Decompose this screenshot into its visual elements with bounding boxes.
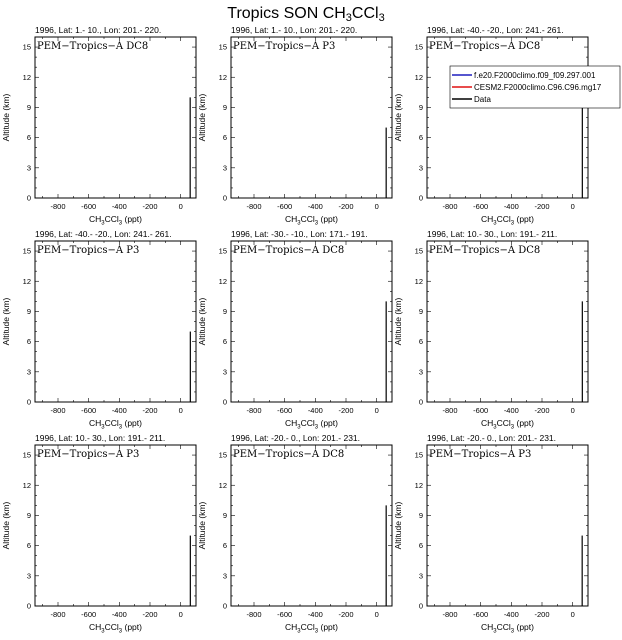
y-tick-label: 6: [418, 541, 423, 551]
y-tick-label: 0: [26, 193, 31, 203]
y-tick-label: 12: [414, 276, 423, 286]
y-tick-label: 15: [218, 246, 227, 256]
panel-3: [393, 25, 588, 227]
panel-8: [197, 433, 392, 635]
y-tick-label: 6: [222, 133, 227, 143]
x-tick-label: -800: [50, 202, 66, 211]
plot-frame: [231, 37, 392, 198]
y-tick-label: 15: [414, 42, 423, 52]
y-tick-label: 6: [418, 337, 423, 347]
y-tick-label: 9: [222, 510, 227, 520]
y-tick-label: 0: [26, 397, 31, 407]
y-tick-label: 6: [26, 541, 31, 551]
panel-title: 1996, Lat: -20.- 0., Lon: 201.- 231.: [427, 433, 557, 443]
x-tick-label: -600: [277, 202, 293, 211]
campaign-label: PEM−Tropics−A DC8: [233, 449, 345, 460]
y-tick-label: 3: [418, 571, 423, 581]
x-tick-label: -400: [503, 406, 519, 415]
x-tick-label: 0: [178, 610, 183, 619]
y-tick-label: 12: [22, 480, 31, 490]
x-tick-label: -600: [81, 406, 97, 415]
y-tick-label: 9: [222, 102, 227, 112]
x-tick-label: -800: [246, 202, 262, 211]
y-tick-label: 3: [418, 367, 423, 377]
panel-7: [1, 433, 196, 635]
x-tick-label: 0: [374, 202, 379, 211]
y-tick-label: 6: [26, 337, 31, 347]
x-tick-label: -200: [142, 406, 158, 415]
y-tick-label: 9: [418, 102, 423, 112]
panel-4: [1, 229, 196, 431]
panel-5: [197, 229, 392, 431]
x-tick-label: -400: [111, 406, 127, 415]
x-tick-label: -200: [338, 610, 354, 619]
plot-frame: [35, 37, 196, 198]
y-tick-label: 12: [218, 480, 227, 490]
panel-title: 1996, Lat: 10.- 30., Lon: 191.- 211.: [35, 433, 166, 443]
y-axis-label: Altitude (km): [197, 501, 207, 550]
y-tick-label: 9: [26, 102, 31, 112]
x-tick-label: -600: [277, 610, 293, 619]
campaign-label: PEM−Tropics−A P3: [37, 449, 140, 460]
y-tick-label: 0: [222, 397, 227, 407]
figure-title: Tropics SON CH3CCl3: [227, 5, 385, 24]
campaign-label: PEM−Tropics−A DC8: [233, 245, 345, 256]
y-axis-label: Altitude (km): [1, 297, 11, 346]
x-tick-label: -200: [338, 202, 354, 211]
campaign-label: PEM−Tropics−A P3: [233, 41, 336, 52]
x-axis-label: $CH_3CCl_3$ (ppt): [89, 622, 142, 635]
y-tick-label: 9: [418, 510, 423, 520]
y-tick-label: 3: [222, 163, 227, 173]
y-tick-label: 0: [418, 601, 423, 611]
campaign-label: PEM−Tropics−A P3: [37, 245, 140, 256]
campaign-label: PEM−Tropics−A DC8: [429, 245, 541, 256]
x-tick-label: 0: [178, 406, 183, 415]
x-tick-label: -600: [473, 406, 489, 415]
x-axis-label: $CH_3CCl_3$ (ppt): [481, 214, 534, 227]
x-tick-label: 0: [570, 406, 575, 415]
plot-frame: [35, 241, 196, 402]
legend: [450, 66, 620, 108]
y-axis-label: Altitude (km): [393, 93, 403, 142]
panel-9: [393, 433, 588, 635]
y-tick-label: 15: [218, 450, 227, 460]
legend-entry: Data: [474, 95, 491, 104]
x-tick-label: -600: [277, 406, 293, 415]
y-tick-label: 15: [218, 42, 227, 52]
x-tick-label: -400: [503, 610, 519, 619]
y-tick-label: 15: [414, 450, 423, 460]
legend-entry: f.e20.F2000climo.f09_f09.297.001: [474, 71, 596, 80]
y-tick-label: 12: [218, 72, 227, 82]
y-tick-label: 6: [222, 541, 227, 551]
x-tick-label: 0: [178, 202, 183, 211]
x-tick-label: -400: [503, 202, 519, 211]
x-tick-label: -800: [50, 610, 66, 619]
x-tick-label: -600: [81, 610, 97, 619]
y-tick-label: 6: [418, 133, 423, 143]
y-tick-label: 3: [222, 571, 227, 581]
y-tick-label: 6: [222, 337, 227, 347]
y-tick-label: 12: [414, 72, 423, 82]
x-axis-label: $CH_3CCl_3$ (ppt): [481, 418, 534, 431]
x-tick-label: -600: [81, 202, 97, 211]
y-tick-label: 12: [22, 72, 31, 82]
y-tick-label: 3: [26, 571, 31, 581]
y-tick-label: 0: [418, 397, 423, 407]
y-tick-label: 9: [418, 306, 423, 316]
x-tick-label: -400: [307, 610, 323, 619]
plot-frame: [35, 445, 196, 606]
y-tick-label: 0: [222, 601, 227, 611]
x-tick-label: -800: [442, 406, 458, 415]
y-tick-label: 12: [22, 276, 31, 286]
x-tick-label: -200: [142, 610, 158, 619]
x-axis-label: $CH_3CCl_3$ (ppt): [285, 622, 338, 635]
x-tick-label: -800: [246, 610, 262, 619]
plot-frame: [427, 445, 588, 606]
y-tick-label: 12: [218, 276, 227, 286]
panel-1: [1, 25, 196, 227]
y-tick-label: 12: [414, 480, 423, 490]
legend-entry: CESM2.F2000climo.C96.C96.mg17: [474, 83, 602, 92]
panel-title: 1996, Lat: -20.- 0., Lon: 201.- 231.: [231, 433, 361, 443]
y-tick-label: 3: [26, 163, 31, 173]
panels-group: [1, 25, 588, 635]
x-tick-label: 0: [570, 202, 575, 211]
panel-title: 1996, Lat: 10.- 30., Lon: 191.- 211.: [427, 229, 558, 239]
x-tick-label: -200: [142, 202, 158, 211]
x-tick-label: 0: [374, 610, 379, 619]
x-tick-label: -600: [473, 610, 489, 619]
x-tick-label: -400: [111, 610, 127, 619]
x-tick-label: 0: [570, 610, 575, 619]
y-axis-label: Altitude (km): [1, 501, 11, 550]
y-axis-label: Altitude (km): [393, 297, 403, 346]
x-tick-label: -800: [246, 406, 262, 415]
y-tick-label: 3: [26, 367, 31, 377]
y-tick-label: 15: [22, 450, 31, 460]
panel-title: 1996, Lat: -30.- -10., Lon: 171.- 191.: [231, 229, 368, 239]
panel-title: 1996, Lat: -40.- -20., Lon: 241.- 261.: [35, 229, 172, 239]
y-tick-label: 15: [22, 246, 31, 256]
x-tick-label: -600: [473, 202, 489, 211]
campaign-label: PEM−Tropics−A DC8: [429, 41, 541, 52]
y-tick-label: 9: [26, 306, 31, 316]
plot-frame: [427, 37, 588, 198]
x-tick-label: -200: [534, 202, 550, 211]
panel-2: [197, 25, 392, 227]
panel-6: [393, 229, 588, 431]
x-tick-label: -200: [338, 406, 354, 415]
x-tick-label: -400: [307, 202, 323, 211]
plot-frame: [427, 241, 588, 402]
y-axis-label: Altitude (km): [393, 501, 403, 550]
x-axis-label: $CH_3CCl_3$ (ppt): [285, 418, 338, 431]
x-axis-label: $CH_3CCl_3$ (ppt): [481, 622, 534, 635]
x-tick-label: -200: [534, 610, 550, 619]
panel-title: 1996, Lat: 1.- 10., Lon: 201.- 220.: [231, 25, 358, 35]
y-tick-label: 6: [26, 133, 31, 143]
x-tick-label: -800: [50, 406, 66, 415]
y-tick-label: 15: [414, 246, 423, 256]
x-axis-label: $CH_3CCl_3$ (ppt): [89, 214, 142, 227]
y-tick-label: 15: [22, 42, 31, 52]
plot-frame: [231, 241, 392, 402]
campaign-label: PEM−Tropics−A P3: [429, 449, 532, 460]
campaign-label: PEM−Tropics−A DC8: [37, 41, 149, 52]
y-tick-label: 0: [26, 601, 31, 611]
x-tick-label: -400: [307, 406, 323, 415]
y-axis-label: Altitude (km): [197, 93, 207, 142]
x-tick-label: -400: [111, 202, 127, 211]
y-tick-label: 3: [418, 163, 423, 173]
x-axis-label: $CH_3CCl_3$ (ppt): [89, 418, 142, 431]
y-tick-label: 0: [222, 193, 227, 203]
x-tick-label: -800: [442, 202, 458, 211]
x-tick-label: -200: [534, 406, 550, 415]
y-axis-label: Altitude (km): [1, 93, 11, 142]
y-axis-label: Altitude (km): [197, 297, 207, 346]
x-axis-label: $CH_3CCl_3$ (ppt): [285, 214, 338, 227]
y-tick-label: 9: [26, 510, 31, 520]
y-tick-label: 0: [418, 193, 423, 203]
plot-frame: [231, 445, 392, 606]
panel-title: 1996, Lat: 1.- 10., Lon: 201.- 220.: [35, 25, 162, 35]
y-tick-label: 9: [222, 306, 227, 316]
x-tick-label: -800: [442, 610, 458, 619]
y-tick-label: 3: [222, 367, 227, 377]
panel-title: 1996, Lat: -40.- -20., Lon: 241.- 261.: [427, 25, 564, 35]
x-tick-label: 0: [374, 406, 379, 415]
